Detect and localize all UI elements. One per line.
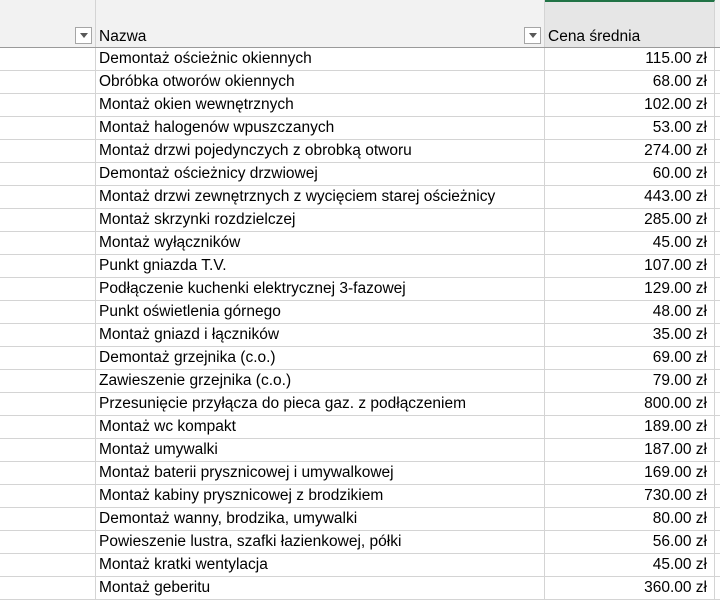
table-row	[0, 370, 720, 393]
row-cell-price[interactable]: 53.00 zł	[545, 117, 715, 139]
row-cell-price[interactable]: 285.00 zł	[545, 209, 715, 231]
row-cell-next[interactable]	[715, 531, 720, 553]
row-cell-next[interactable]	[715, 485, 720, 507]
table-row	[0, 462, 720, 485]
row-cell-name[interactable]: Zawieszenie grzejnika (c.o.)	[96, 370, 545, 392]
table-row	[0, 163, 720, 186]
table-row	[0, 140, 720, 163]
row-cell-blank[interactable]	[0, 577, 96, 599]
row-cell-blank[interactable]	[0, 255, 96, 277]
row-cell-name[interactable]: Montaż drzwi zewnętrznych z wycięciem starej ościeżnicy	[96, 186, 545, 208]
row-cell-name[interactable]: Montaż wc kompakt	[96, 416, 545, 438]
row-cell-next[interactable]	[715, 416, 720, 438]
row-cell-price[interactable]: 169.00 zł	[545, 462, 715, 484]
row-cell-name[interactable]: Montaż umywalki	[96, 439, 545, 461]
row-cell-price[interactable]: 68.00 zł	[545, 71, 715, 93]
row-cell-name[interactable]: Montaż gniazd i łączników	[96, 324, 545, 346]
row-cell-price[interactable]: 274.00 zł	[545, 140, 715, 162]
row-cell-price[interactable]: 35.00 zł	[545, 324, 715, 346]
row-cell-blank[interactable]	[0, 71, 96, 93]
row-cell-blank[interactable]	[0, 439, 96, 461]
row-cell-name[interactable]: Podłączenie kuchenki elektrycznej 3-fazowej	[96, 278, 545, 300]
row-cell-price[interactable]: 187.00 zł	[545, 439, 715, 461]
row-cell-price[interactable]: 69.00 zł	[545, 347, 715, 369]
row-cell-blank[interactable]	[0, 48, 96, 70]
row-cell-price[interactable]: 800.00 zł	[545, 393, 715, 415]
row-cell-blank[interactable]	[0, 232, 96, 254]
row-cell-price[interactable]: 48.00 zł	[545, 301, 715, 323]
row-cell-name[interactable]: Montaż skrzynki rozdzielczej	[96, 209, 545, 231]
row-cell-price[interactable]: 129.00 zł	[545, 278, 715, 300]
row-cell-next[interactable]	[715, 163, 720, 185]
row-cell-name[interactable]: Montaż halogenów wpuszczanych	[96, 117, 545, 139]
row-cell-next[interactable]	[715, 71, 720, 93]
row-cell-next[interactable]	[715, 370, 720, 392]
row-cell-next[interactable]	[715, 140, 720, 162]
header-price-label: Cena średnia	[548, 28, 641, 45]
table-row	[0, 347, 720, 370]
row-cell-next[interactable]	[715, 209, 720, 231]
row-cell-name[interactable]: Montaż drzwi pojedynczych z obrobką otworu	[96, 140, 545, 162]
table-row	[0, 324, 720, 347]
table-row	[0, 255, 720, 278]
row-cell-price[interactable]: 45.00 zł	[545, 232, 715, 254]
row-cell-name[interactable]: Montaż kratki wentylacja	[96, 554, 545, 576]
row-cell-blank[interactable]	[0, 462, 96, 484]
row-cell-blank[interactable]	[0, 393, 96, 415]
row-cell-price[interactable]: 60.00 zł	[545, 163, 715, 185]
row-cell-blank[interactable]	[0, 301, 96, 323]
row-cell-name[interactable]: Montaż wyłączników	[96, 232, 545, 254]
row-cell-blank[interactable]	[0, 347, 96, 369]
row-cell-name[interactable]: Punkt oświetlenia górnego	[96, 301, 545, 323]
table-row	[0, 531, 720, 554]
row-cell-blank[interactable]	[0, 370, 96, 392]
table-row	[0, 577, 720, 600]
row-cell-blank[interactable]	[0, 209, 96, 231]
table-row	[0, 485, 720, 508]
row-cell-blank[interactable]	[0, 278, 96, 300]
row-cell-price[interactable]: 189.00 zł	[545, 416, 715, 438]
filter-dropdown-icon[interactable]	[75, 27, 92, 44]
table-row	[0, 393, 720, 416]
row-cell-next[interactable]	[715, 462, 720, 484]
row-cell-blank[interactable]	[0, 163, 96, 185]
row-cell-blank[interactable]	[0, 554, 96, 576]
header-cell-next[interactable]	[715, 0, 720, 47]
row-cell-name[interactable]: Montaż baterii prysznicowej i umywalkowej	[96, 462, 545, 484]
row-cell-name[interactable]: Demontaż ościeżnicy drzwiowej	[96, 163, 545, 185]
row-cell-blank[interactable]	[0, 416, 96, 438]
row-cell-name[interactable]: Demontaż grzejnika (c.o.)	[96, 347, 545, 369]
row-cell-blank[interactable]	[0, 186, 96, 208]
row-cell-next[interactable]	[715, 554, 720, 576]
row-cell-next[interactable]	[715, 393, 720, 415]
row-cell-blank[interactable]	[0, 485, 96, 507]
row-cell-blank[interactable]	[0, 508, 96, 530]
row-cell-price[interactable]: 45.00 zł	[545, 554, 715, 576]
filter-dropdown-icon[interactable]	[524, 27, 541, 44]
row-cell-next[interactable]	[715, 232, 720, 254]
row-cell-next[interactable]	[715, 347, 720, 369]
row-cell-blank[interactable]	[0, 117, 96, 139]
table-row	[0, 554, 720, 577]
row-cell-next[interactable]	[715, 508, 720, 530]
row-cell-name[interactable]: Demontaż wanny, brodzika, umywalki	[96, 508, 545, 530]
row-cell-name[interactable]: Montaż kabiny prysznicowej z brodzikiem	[96, 485, 545, 507]
row-cell-next[interactable]	[715, 186, 720, 208]
header-row	[0, 0, 720, 48]
row-cell-next[interactable]	[715, 278, 720, 300]
row-cell-blank[interactable]	[0, 94, 96, 116]
row-cell-price[interactable]: 360.00 zł	[545, 577, 715, 599]
table-row	[0, 439, 720, 462]
row-cell-name[interactable]: Przesunięcie przyłącza do pieca gaz. z podłączeniem	[96, 393, 545, 415]
table-row	[0, 508, 720, 531]
table-row	[0, 301, 720, 324]
row-cell-next[interactable]	[715, 439, 720, 461]
header-name-label: Nazwa	[99, 28, 147, 45]
table-row	[0, 416, 720, 439]
row-cell-name[interactable]: Demontaż ościeżnic okiennych	[96, 48, 545, 70]
table-row	[0, 71, 720, 94]
row-cell-next[interactable]	[715, 324, 720, 346]
table-row	[0, 278, 720, 301]
row-cell-blank[interactable]	[0, 140, 96, 162]
table-row	[0, 209, 720, 232]
row-cell-next[interactable]	[715, 117, 720, 139]
row-cell-price[interactable]: 730.00 zł	[545, 485, 715, 507]
header-cell-blank[interactable]	[0, 0, 96, 47]
row-cell-name[interactable]: Punkt gniazda T.V.	[96, 255, 545, 277]
row-cell-next[interactable]	[715, 94, 720, 116]
row-cell-name[interactable]: Montaż okien wewnętrznych	[96, 94, 545, 116]
row-cell-price[interactable]: 56.00 zł	[545, 531, 715, 553]
table-row	[0, 117, 720, 140]
row-cell-name[interactable]: Montaż geberitu	[96, 577, 545, 599]
table-row	[0, 48, 720, 71]
table-row	[0, 94, 720, 117]
row-cell-next[interactable]	[715, 577, 720, 599]
header-cell-name[interactable]	[96, 0, 545, 47]
table-row	[0, 186, 720, 209]
row-cell-price[interactable]: 102.00 zł	[545, 94, 715, 116]
row-cell-next[interactable]	[715, 255, 720, 277]
row-cell-price[interactable]: 107.00 zł	[545, 255, 715, 277]
row-cell-blank[interactable]	[0, 324, 96, 346]
row-cell-price[interactable]: 80.00 zł	[545, 508, 715, 530]
row-cell-price[interactable]: 115.00 zł	[545, 48, 715, 70]
row-cell-price[interactable]: 79.00 zł	[545, 370, 715, 392]
header-cell-price[interactable]	[545, 0, 715, 47]
row-cell-name[interactable]: Powieszenie lustra, szafki łazienkowej, półki	[96, 531, 545, 553]
row-cell-next[interactable]	[715, 301, 720, 323]
row-cell-blank[interactable]	[0, 531, 96, 553]
table-row	[0, 232, 720, 255]
row-cell-next[interactable]	[715, 48, 720, 70]
row-cell-name[interactable]: Obróbka otworów okiennych	[96, 71, 545, 93]
row-cell-price[interactable]: 443.00 zł	[545, 186, 715, 208]
